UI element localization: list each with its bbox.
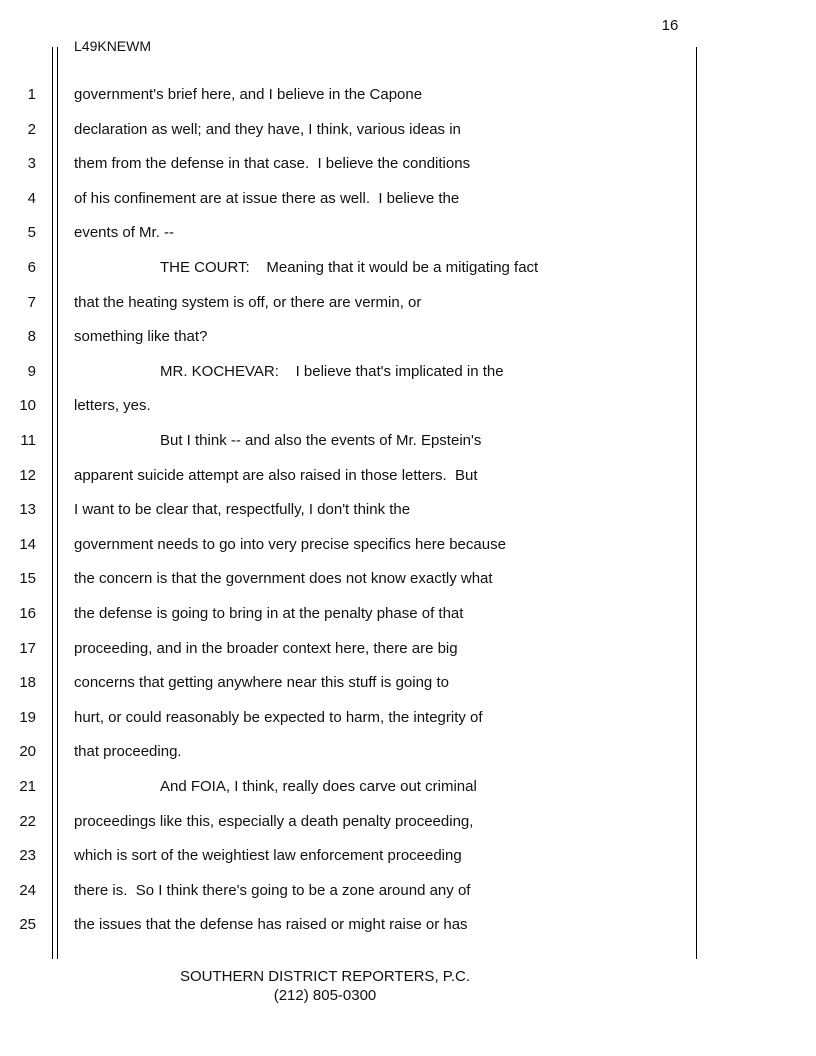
line-text: declaration as well; and they have, I think, various ideas in bbox=[74, 120, 461, 138]
line-text: the defense is going to bring in at the penalty phase of that bbox=[74, 605, 464, 622]
line-number: 19 bbox=[19, 708, 36, 726]
transcript-line bbox=[0, 736, 700, 766]
line-number: 25 bbox=[19, 916, 36, 934]
transcript-line bbox=[0, 79, 700, 109]
line-number: 7 bbox=[27, 293, 36, 311]
line-text: of his confinement are at issue there as well. I believe the bbox=[74, 189, 460, 207]
footer bbox=[0, 967, 650, 1005]
transcript-line bbox=[0, 667, 700, 697]
transcript-line bbox=[0, 702, 700, 732]
line-number: 10 bbox=[19, 397, 36, 415]
line-number: 1 bbox=[27, 86, 36, 103]
line-text: there is. So I think there's going to be a zone around any of bbox=[74, 881, 471, 899]
transcript-line bbox=[0, 529, 700, 559]
transcript-line bbox=[0, 252, 700, 282]
transcript-line bbox=[0, 563, 700, 593]
line-number: 21 bbox=[19, 778, 36, 795]
transcript-line bbox=[0, 287, 700, 317]
line-text: the issues that the defense has raised or might raise or has bbox=[74, 916, 468, 934]
line-number: 3 bbox=[27, 155, 36, 173]
transcript-line bbox=[0, 321, 700, 351]
line-text: hurt, or could reasonably be expected to harm, the integrity of bbox=[74, 708, 483, 726]
transcript-line bbox=[0, 806, 700, 836]
transcript-line bbox=[0, 148, 700, 178]
line-number: 9 bbox=[27, 362, 36, 380]
line-number: 22 bbox=[19, 812, 36, 830]
line-text: MR. KOCHEVAR: I believe that's implicated in the bbox=[160, 362, 504, 380]
reporter-name: SOUTHERN DISTRICT REPORTERS, P.C. bbox=[179, 968, 471, 985]
transcript-line bbox=[0, 356, 700, 386]
line-text: proceeding, and in the broader context here, there are big bbox=[74, 639, 458, 657]
reporter-phone: (212) 805-0300 bbox=[273, 987, 377, 1004]
line-number: 8 bbox=[27, 328, 36, 346]
page-number: 16 bbox=[661, 17, 679, 34]
case-code: L49KNEWM bbox=[74, 38, 152, 54]
line-number: 15 bbox=[19, 570, 36, 588]
transcript-line bbox=[0, 598, 700, 628]
line-text: concerns that getting anywhere near this stuff is going to bbox=[74, 674, 449, 692]
line-number: 16 bbox=[19, 605, 36, 622]
transcript-line bbox=[0, 909, 700, 939]
line-text: I want to be clear that, respectfully, I don't think the bbox=[74, 501, 411, 519]
line-number: 12 bbox=[19, 466, 36, 484]
line-number: 14 bbox=[19, 535, 36, 553]
line-text: apparent suicide attempt are also raised in those letters. But bbox=[74, 466, 478, 484]
line-number: 2 bbox=[27, 120, 36, 138]
line-number: 24 bbox=[19, 881, 36, 899]
line-text: proceedings like this, especially a death penalty proceeding, bbox=[74, 812, 474, 830]
transcript-line bbox=[0, 875, 700, 905]
transcript-line bbox=[0, 633, 700, 663]
transcript-line bbox=[0, 390, 700, 420]
line-number: 5 bbox=[27, 224, 36, 242]
line-text: the concern is that the government does not know exactly what bbox=[74, 570, 493, 588]
line-text: government needs to go into very precise specifics here because bbox=[74, 535, 506, 553]
line-text: which is sort of the weightiest law enforcement proceeding bbox=[74, 847, 462, 865]
line-text: something like that? bbox=[74, 328, 208, 346]
line-number: 18 bbox=[19, 674, 36, 692]
line-number: 11 bbox=[20, 432, 36, 449]
transcript-line bbox=[0, 771, 700, 801]
transcript-line bbox=[0, 840, 700, 870]
line-number: 20 bbox=[19, 743, 36, 761]
line-number: 4 bbox=[27, 189, 36, 207]
line-text: letters, yes. bbox=[74, 397, 151, 415]
line-text: that the heating system is off, or there are vermin, or bbox=[74, 293, 422, 311]
line-text: that proceeding. bbox=[74, 743, 182, 761]
transcript-line bbox=[0, 114, 700, 144]
line-number: 13 bbox=[19, 501, 36, 519]
transcript-line bbox=[0, 425, 700, 455]
transcript-line bbox=[0, 494, 700, 524]
line-text: And FOIA, I think, really does carve out criminal bbox=[160, 778, 477, 795]
line-number: 6 bbox=[27, 259, 36, 276]
line-text: events of Mr. -- bbox=[74, 224, 175, 242]
transcript-line bbox=[0, 183, 700, 213]
line-number: 17 bbox=[19, 639, 36, 657]
line-number: 23 bbox=[19, 847, 36, 865]
line-text: them from the defense in that case. I believe the conditions bbox=[74, 155, 471, 173]
line-text: government's brief here, and I believe in the Capone bbox=[74, 86, 423, 103]
line-text: THE COURT: Meaning that it would be a mitigating fact bbox=[160, 259, 539, 276]
transcript-line bbox=[0, 217, 700, 247]
line-text: But I think -- and also the events of Mr. Epstein's bbox=[160, 432, 482, 449]
transcript-line bbox=[0, 460, 700, 490]
